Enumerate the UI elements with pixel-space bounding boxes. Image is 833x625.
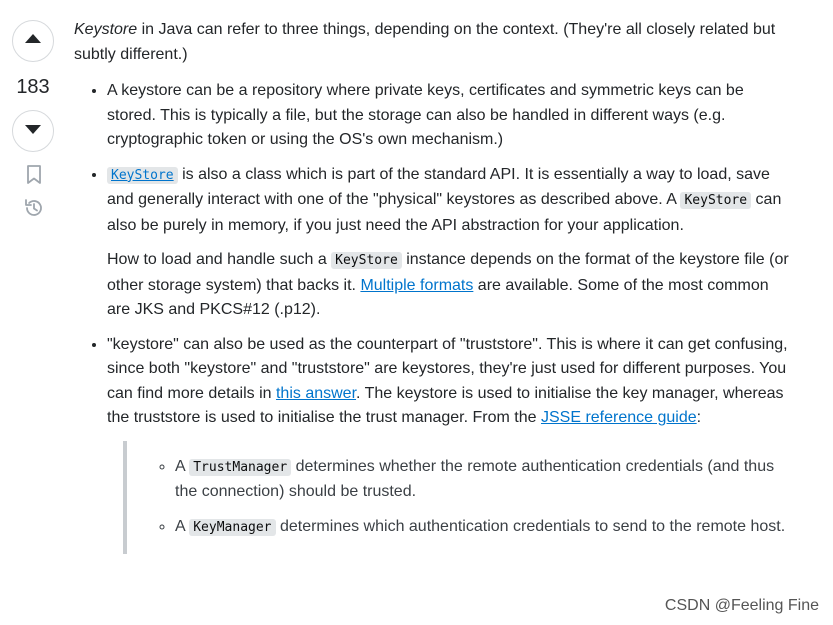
quote2-b: determines which authentication credentials to send to the remote host. <box>275 517 786 535</box>
list-item-repository <box>107 79 794 153</box>
quote2-a: A <box>175 517 190 535</box>
intro-term: Keystore <box>74 21 138 38</box>
keystore-code-c: KeyStore <box>331 252 402 269</box>
jsse-quote <box>123 441 794 555</box>
bullet3-text-a: "keystore" can also be used as the counterpart of "truststore". This is where it can get confusing, since both "keystore" and "truststore" are keystores, they're just used for different purposes. You can find more details in <box>107 335 788 402</box>
trustmanager-code: TrustManager <box>189 459 291 476</box>
bullet1-text: A keystore can be a repository where private keys, certificates and symmetric keys can be stored. This is typically a file, but the storage can also be handled in different ways (e.g. cryptographic token or using the OS's own mechanism.) <box>107 82 744 148</box>
bullet2-para2-c: are available. Some of the most common are JKS and PKCS#12 (.p12). <box>107 276 769 318</box>
triangle-down-icon <box>24 120 42 143</box>
quote-item-keymanager <box>175 515 794 541</box>
downvote-button[interactable] <box>12 110 54 152</box>
bullet2-para2-a: How to load and handle such a <box>107 251 332 268</box>
quote-list <box>127 455 794 541</box>
intro-text: in Java can refer to three things, depending on the context. (They're all closely related but subtly different.) <box>74 21 776 63</box>
vote-count: 183 <box>16 76 50 98</box>
intro-paragraph <box>74 18 794 67</box>
keystore-class-link[interactable] <box>107 166 178 183</box>
quote1-a: A <box>175 457 190 475</box>
quote1-b: determines whether the remote authentication credentials (and thus the connection) should be trusted. <box>175 457 775 500</box>
list-item-truststore <box>107 333 794 555</box>
triangle-up-icon <box>24 30 42 53</box>
keystore-code-b: KeyStore <box>680 192 751 209</box>
jsse-reference-guide-link[interactable]: JSSE reference guide <box>540 409 697 426</box>
answer-body <box>74 18 794 564</box>
bullet2-text-a: is also a class which is part of the standard API. It is essentially a way to load, save and generally interact with one of the "physical" keystores as described above. A <box>107 165 770 208</box>
bullet2-text-b: can also be purely in memory, if you just need the API abstraction for your application. <box>107 191 782 234</box>
watermark: CSDN @Feeling Fine <box>664 597 819 614</box>
upvote-button[interactable] <box>12 20 54 62</box>
keystore-class-code: KeyStore <box>107 167 178 184</box>
bookmark-icon <box>26 165 42 190</box>
list-item-class <box>107 163 794 323</box>
this-answer-link[interactable]: this answer <box>275 384 357 402</box>
main-list <box>74 79 794 554</box>
bullet2-para2-b: instance depends on the format of the keystore file (or other storage system) that backs it. <box>107 251 789 294</box>
keymanager-code: KeyManager <box>189 519 275 536</box>
bullet3-text-c: : <box>696 409 702 426</box>
quote-item-trustmanager <box>175 455 794 505</box>
bullet3-text-b: . The keystore is used to initialise the key manager, whereas the truststore is used to initialise the trust manager. From the <box>107 384 784 426</box>
history-button[interactable] <box>22 198 46 222</box>
multiple-formats-link[interactable]: Multiple formats <box>360 276 474 294</box>
bullet2-paragraph-2 <box>107 248 794 323</box>
bookmark-button[interactable] <box>22 165 46 189</box>
history-icon <box>23 197 45 224</box>
